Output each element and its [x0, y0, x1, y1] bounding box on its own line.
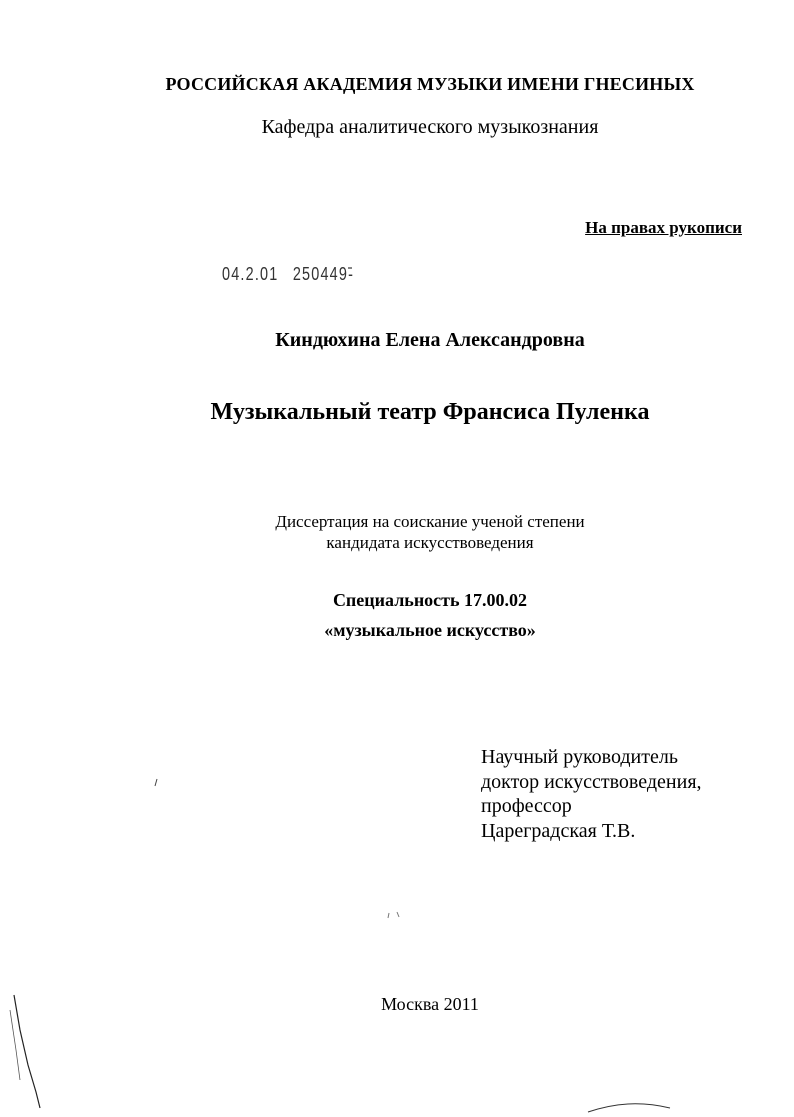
supervisor-role: Научный руководитель [481, 746, 678, 768]
academy-name: РОССИЙСКАЯ АКАДЕМИЯ МУЗЫКИ ИМЕНИ ГНЕСИНЫХ [165, 74, 695, 94]
scan-speck [397, 912, 399, 917]
rights-note: На правах рукописи [585, 218, 742, 237]
scan-edge-line [14, 995, 40, 1108]
author-name: Киндюхина Елена Александровна [275, 329, 585, 351]
degree-line-2: кандидата искусствоведения [326, 533, 534, 552]
specialty-code: Специальность 17.00.02 [332, 590, 528, 610]
scan-speck [155, 779, 157, 786]
stamp-left-number: 04.2.01 [222, 264, 279, 284]
supervisor-title: профессор [481, 795, 572, 817]
dissertation-title: Музыкальный театр Франсиса Пуленка [210, 399, 650, 425]
department-name: Кафедра аналитического музыкознания [261, 116, 599, 138]
stamp-right-number: 250449- [292, 264, 355, 284]
degree-line-1: Диссертация на соискание ученой степени [275, 512, 585, 531]
scan-speck [388, 913, 389, 918]
supervisor-degree: доктор искусствоведения, [481, 770, 702, 793]
city-year: Москва 2011 [381, 994, 479, 1014]
specialty-name: «музыкальное искусство» [324, 620, 536, 640]
scan-edge-curve [588, 1104, 670, 1112]
supervisor-name: Цареградская Т.В. [481, 819, 636, 842]
